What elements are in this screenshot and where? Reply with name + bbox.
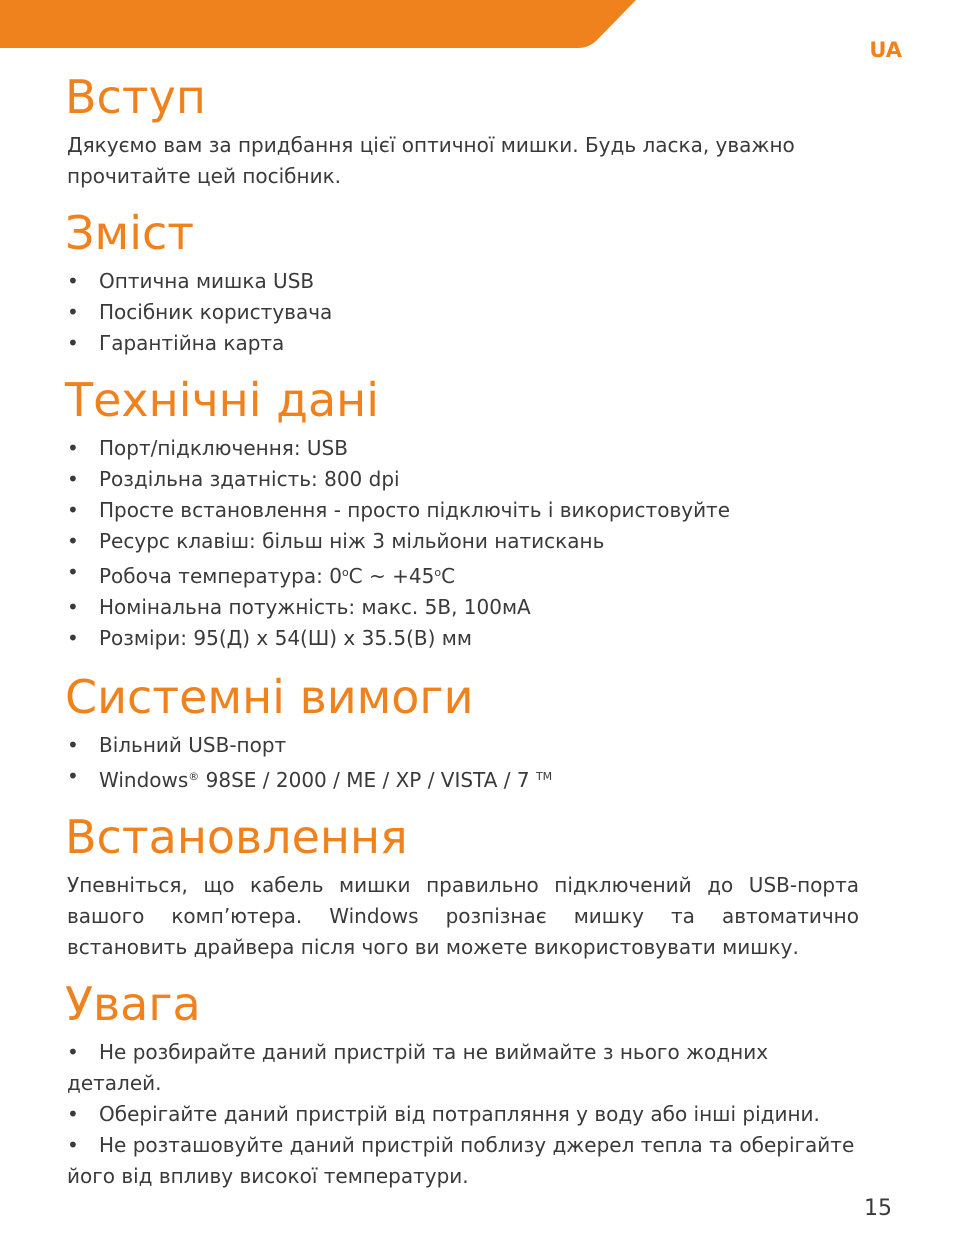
bullet: •: [67, 436, 79, 460]
list-item: [67, 297, 859, 328]
bullet: •: [67, 626, 79, 650]
temp-part: C: [441, 564, 456, 588]
tech-list: [67, 433, 859, 654]
bullet: •: [67, 467, 79, 491]
bullet: •: [67, 595, 79, 619]
list-item: [67, 266, 859, 297]
caution-item-text: Не розбирайте даний пристрій та не виймайте з нього жодних деталей.: [67, 1040, 769, 1095]
bullet: •: [67, 1040, 79, 1064]
page-number: 15: [864, 1196, 892, 1221]
caution-item-text: Оберігайте даний пристрій від потрапляння у воду або інші рідини.: [99, 1102, 820, 1126]
bullet: •: [67, 331, 79, 355]
degree-mark: o: [341, 566, 349, 579]
sysreq-list: [67, 730, 859, 796]
list-item: [67, 464, 859, 495]
list-item-text: Роздільна здатність: 800 dpi: [99, 467, 400, 491]
tech-heading: Технічні дані: [65, 373, 379, 427]
bullet: •: [67, 1102, 79, 1126]
section-caution: [67, 977, 859, 1192]
list-item-text: Просте встановлення - просто підключіть і використовуйте: [99, 498, 731, 522]
header-accent-band: [0, 0, 954, 50]
list-item: [67, 433, 859, 464]
intro-heading: Вступ: [65, 70, 206, 124]
caution-heading: Увага: [65, 977, 201, 1031]
bullet: •: [67, 1133, 79, 1157]
caution-item: [67, 1130, 859, 1192]
page-content: [67, 70, 859, 1192]
section-system-requirements: [67, 670, 859, 796]
trademark-mark: TM: [535, 770, 553, 783]
caution-item-text: Не розташовуйте даний пристрій поблизу джерел тепла та оберігайте його від впливу високої температури.: [67, 1133, 855, 1188]
windows-versions-text: [99, 768, 552, 792]
os-name: Windows: [99, 768, 189, 792]
install-heading: Встановлення: [65, 810, 408, 864]
list-item-text: Порт/підключення: USB: [99, 436, 348, 460]
caution-item: [67, 1037, 859, 1099]
list-item: [67, 557, 859, 592]
degree-mark: o: [434, 566, 442, 579]
temp-part: C ~ +45: [348, 564, 435, 588]
bullet: •: [67, 498, 79, 522]
section-contents: [67, 206, 859, 359]
section-installation: [67, 810, 859, 963]
bullet: •: [67, 269, 79, 293]
list-item: [67, 623, 859, 654]
bullet: •: [67, 560, 79, 584]
section-intro: [67, 70, 859, 192]
bullet: •: [67, 529, 79, 553]
list-item-text: Оптична мишка USB: [99, 269, 315, 293]
intro-text: Дякуємо вам за придбання цієї оптичної мишки. Будь ласка, уважно прочитайте цей посібник.: [67, 133, 795, 188]
list-item: [67, 592, 859, 623]
bullet: •: [67, 733, 79, 757]
section-tech-specs: [67, 373, 859, 654]
language-code: UA: [869, 38, 902, 62]
temperature-text: [99, 564, 455, 588]
list-item-text: Вільний USB-порт: [99, 733, 287, 757]
list-item: [67, 730, 859, 761]
list-item-text: Ресурс клавіш: більш ніж 3 мільйони натискань: [99, 529, 605, 553]
caution-item: [67, 1099, 859, 1130]
list-item: [67, 526, 859, 557]
install-text: Упевніться, що кабель мишки правильно підключений до USB-порта вашого комп’ютера. Windows розпізнає мишку та автоматично встановить драйвера після чого ви можете використовувати мишку.: [67, 873, 859, 959]
list-item: [67, 495, 859, 526]
contents-heading: Зміст: [65, 206, 195, 260]
sysreq-heading: Системні вимоги: [65, 670, 474, 724]
list-item-text: Гарантійна карта: [99, 331, 285, 355]
bullet: •: [67, 300, 79, 324]
registered-mark: ®: [188, 770, 200, 783]
list-item: [67, 328, 859, 359]
bullet: •: [67, 764, 79, 788]
list-item: [67, 761, 859, 796]
os-versions: 98SE / 2000 / ME / XP / VISTA / 7: [199, 768, 536, 792]
list-item-text: Розміри: 95(Д) х 54(Ш) х 35.5(В) мм: [99, 626, 472, 650]
list-item-text: Посібник користувача: [99, 300, 333, 324]
contents-list: [67, 266, 859, 359]
temp-part: Робоча температура: 0: [99, 564, 342, 588]
list-item-text: Номінальна потужність: макс. 5В, 100мА: [99, 595, 531, 619]
